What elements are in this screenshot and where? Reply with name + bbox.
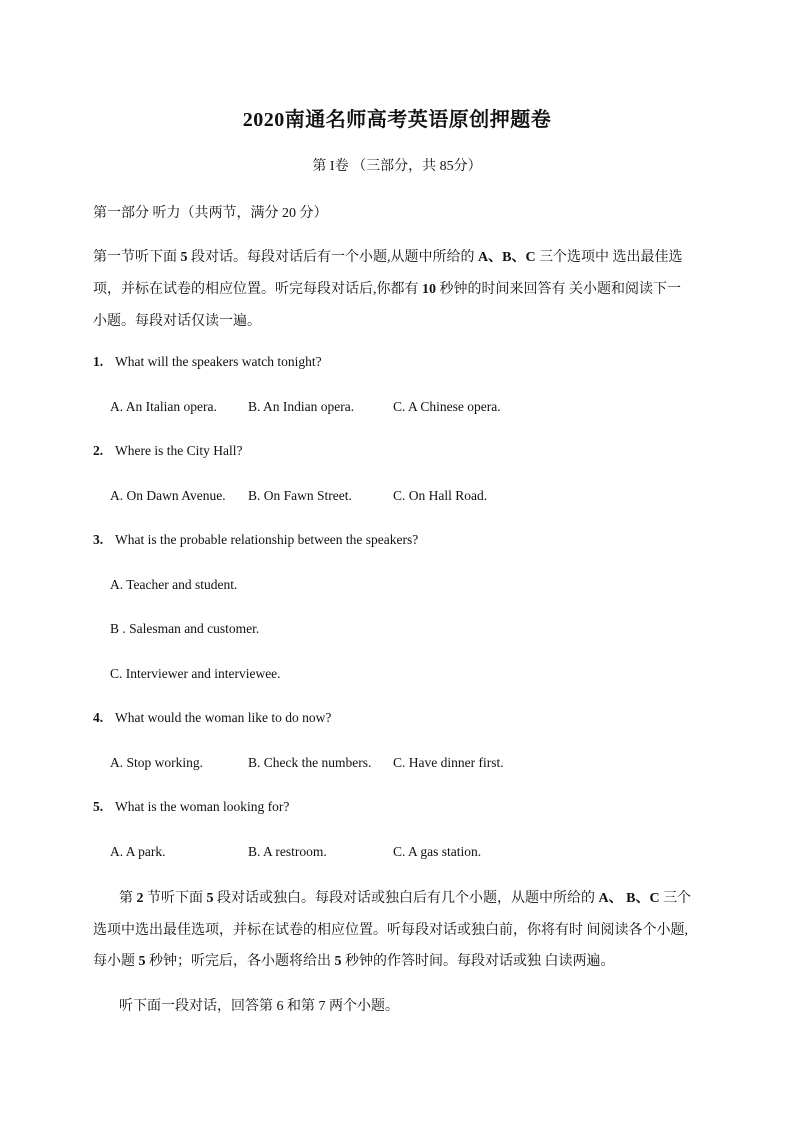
question-3 [93, 532, 418, 548]
section1-instructions-line1 [93, 246, 683, 266]
option-a: A. Teacher and student. [110, 577, 238, 592]
bold-number: 5 [138, 954, 146, 969]
option-b: B. An Indian opera. [248, 399, 355, 414]
text-span: 第 [119, 891, 137, 906]
question-text: What is the probable relationship between the speakers? [115, 532, 419, 547]
section2-instructions-line3 [93, 950, 615, 970]
question-text: What is the woman looking for? [115, 799, 290, 814]
text-span: 三个选项中 选出最佳选 [535, 250, 683, 265]
section2-dialogue-intro: 听下面一段对话，回答第 6 和第 7 两个小题。 [119, 999, 399, 1014]
question-number: 5. [93, 799, 104, 814]
option-b: B. Check the numbers. [248, 755, 372, 770]
bold-options: A、B、C [478, 250, 536, 265]
bold-options: A、 B、C [598, 891, 660, 906]
option-b: B. A restroom. [248, 844, 327, 859]
option-c: C. On Hall Road. [393, 488, 488, 503]
section1-instructions-line2 [93, 278, 681, 298]
question-number: 1. [93, 354, 104, 369]
text-span: 节听下面 [143, 891, 207, 906]
text-span: 每小题 [93, 954, 139, 969]
text-span: 段对话。每段对话后有一个小题,从题中所给的 [187, 250, 478, 265]
bold-number: 2 [136, 891, 144, 906]
question-text: What will the speakers watch tonight? [115, 354, 322, 369]
question-number: 4. [93, 710, 104, 725]
option-b: B . Salesman and customer. [110, 621, 260, 636]
option-a: A. On Dawn Avenue. [110, 488, 226, 503]
text-span: 项，并标在试卷的相应位置。听完每段对话后,你都有 [93, 282, 422, 297]
part-heading: 第一部分 听力（共两节，满分 20 分） [93, 206, 328, 221]
option-a: A. An Italian opera. [110, 399, 217, 414]
text-span: 段对话或独白。每段对话或独白后有几个小题，从题中所给的 [213, 891, 599, 906]
bold-number: 10 [422, 282, 436, 297]
option-a: A. A park. [110, 844, 166, 859]
question-1 [93, 354, 322, 370]
text-span: 秒钟；听完后，各小题将给出 [145, 954, 335, 969]
section2-instructions-line1 [119, 887, 691, 907]
bold-number: 5 [180, 250, 188, 265]
section1-instructions-line3: 小题。每段对话仅读一遍。 [93, 314, 261, 329]
text-span: 秒钟的时间来回答有 关小题和阅读下一 [436, 282, 681, 297]
question-number: 2. [93, 443, 104, 458]
text-span: 第一节听下面 [93, 250, 181, 265]
question-4 [93, 710, 331, 726]
option-c: C. A gas station. [393, 844, 482, 859]
option-b: B. On Fawn Street. [248, 488, 352, 503]
question-2 [93, 443, 242, 459]
question-text: Where is the City Hall? [115, 443, 243, 458]
text-span: 三个 [659, 891, 692, 906]
bold-number: 5 [206, 891, 214, 906]
question-5 [93, 799, 289, 815]
option-c: C. A Chinese opera. [393, 399, 501, 414]
question-text: What would the woman like to do now? [115, 710, 332, 725]
page-title: 2020南通名师高考英语原创押题卷 [242, 109, 552, 131]
option-c: C. Have dinner first. [393, 755, 504, 770]
exam-subtitle: 第 I卷 （三部分，共 85分） [312, 159, 482, 174]
bold-number: 5 [334, 954, 342, 969]
question-number: 3. [93, 532, 104, 547]
option-a: A. Stop working. [110, 755, 204, 770]
text-span: 秒钟的作答时间。每段对话或独 白读两遍。 [341, 954, 615, 969]
option-c: C. Interviewer and interviewee. [110, 666, 281, 681]
section2-instructions-line2: 选项中选出最佳选项，并标在试卷的相应位置。听每段对话或独白前，你将有时 间阅读各个小题, [93, 923, 688, 938]
